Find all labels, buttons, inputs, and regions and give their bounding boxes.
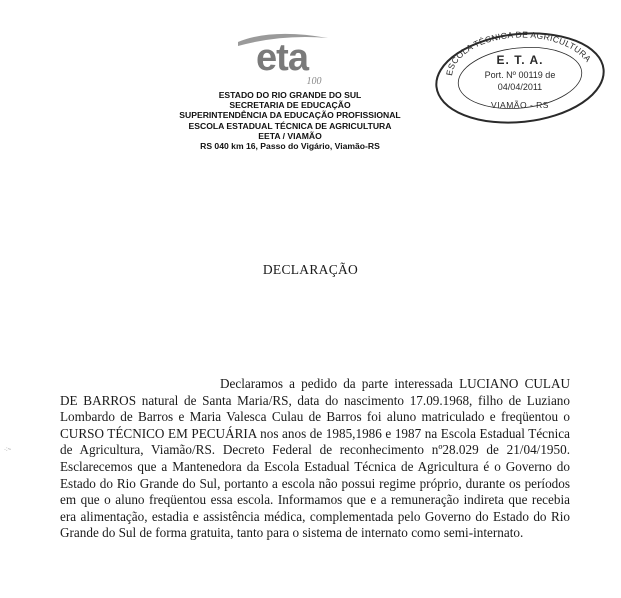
logo-wordmark: eta — [256, 37, 308, 79]
letterhead-line-acronym: EETA / VIAMÃO — [258, 130, 322, 141]
stamp-date: 04/04/2011 — [497, 82, 543, 92]
declaration-body — [60, 376, 570, 542]
document-title: DECLARAÇÃO — [262, 262, 359, 277]
logo-subtext: 100 — [306, 76, 322, 87]
stamp-school-initials: E. T. A. — [496, 53, 544, 67]
letterhead-line-school: ESCOLA ESTADUAL TÉCNICA DE AGRICULTURA — [188, 120, 392, 131]
stamp-city: VIAMÃO - RS — [491, 100, 549, 110]
declaration-paragraph: Declaramos a pedido da parte interessada LUCIANO CULAU DE BARROS natural de Santa Maria/RS, data do nascimento 17.09.1968, filho de Luziano Lombardo de Barros e Maria Valesca Culau de Barros foi aluno matriculado e freqüentou o CURSO TÉCNICO EM PECUÁRIA nos anos de 1985,1986 e 1987 na Escola Estadual Técnica de Agricultura, Viamão/RS. Decreto Federal de reconhecimento nº28.029 de 21/04/1950. Esclarecemos que a Mantenedora da Escola Estadual Técnica de Agricultura é o Governo do Estado do Rio Grande do Sul, portanto a escola não possui regime próprio, durante os períodos em que o aluno freqüentou essa escola. Informamos que e a remuneração indireta que recebia era alimentação, estadia e assistência médica, complementada pelo Governo do Estado do Rio Grande do Sul de forma gratuita, tanto para o sistema de internato como semi-internato. — [60, 376, 570, 541]
school-stamp — [430, 26, 610, 126]
letterhead — [140, 90, 440, 151]
stamp-arc-text: ESCOLA TÉCNICA DE AGRICULTURA — [443, 29, 594, 77]
letterhead-line-secretariat: SECRETARIA DE EDUCAÇÃO — [229, 100, 351, 111]
stamp-ordinance: Port. Nº 00119 de — [484, 70, 556, 80]
letterhead-line-state: ESTADO DO RIO GRANDE DO SUL — [218, 90, 362, 100]
margin-mark: ·:~ — [4, 447, 12, 453]
letterhead-line-address: RS 040 km 16, Passo do Vigário, Viamão-RS — [200, 141, 380, 152]
eta-logo — [232, 30, 332, 88]
eta-logo-graphic — [232, 30, 332, 88]
letterhead-line-superintendence: SUPERINTENDÊNCIA DA EDUCAÇÃO PROFISSIONAL — [179, 110, 401, 121]
